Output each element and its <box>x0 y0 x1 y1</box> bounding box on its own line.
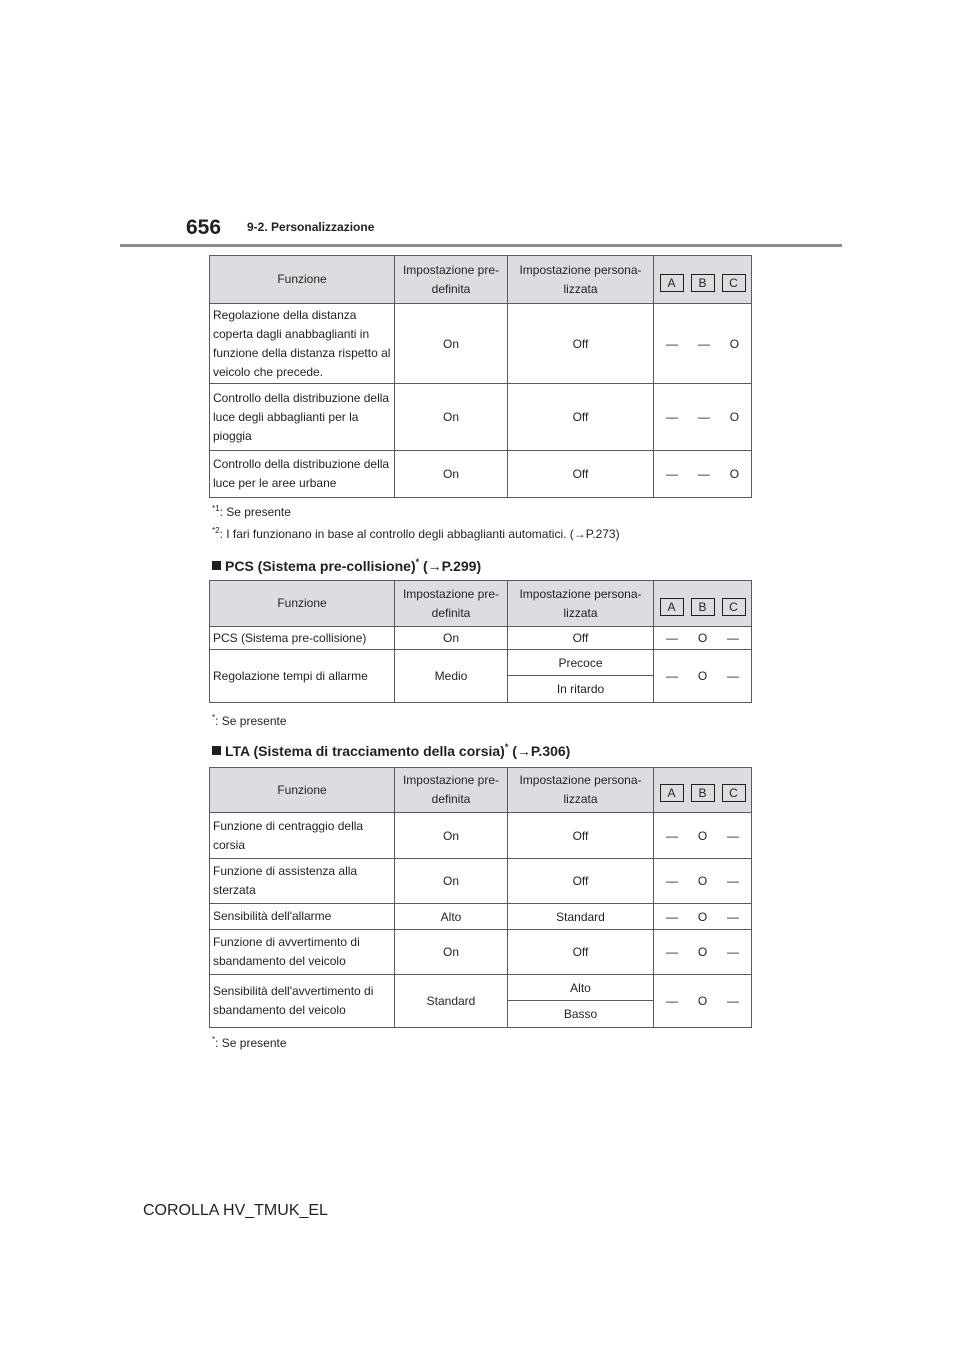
footnote-mark: * <box>212 1035 216 1044</box>
col-header-default: Impostazione pre-definita <box>395 768 508 813</box>
row-custom-option: Precoce <box>508 650 654 676</box>
row-default: On <box>395 451 508 498</box>
table-row <box>210 904 752 930</box>
col-header-c: C <box>722 784 746 802</box>
lights-settings-table <box>209 255 752 498</box>
col-header-default: Impostazione pre-definita <box>395 581 508 627</box>
col-header-b: B <box>691 274 715 292</box>
row-a: — <box>665 410 678 424</box>
row-custom: Off <box>508 304 654 384</box>
row-c: — <box>727 945 740 959</box>
row-b: — <box>697 467 710 481</box>
row-c: — <box>727 669 740 683</box>
row-custom: Off <box>508 813 654 859</box>
footnote-2 <box>212 526 620 541</box>
footnote-text: : Se presente <box>215 1036 287 1050</box>
pcs-settings-table <box>209 580 752 703</box>
row-abc <box>654 304 752 384</box>
row-a: — <box>665 631 678 645</box>
footnote-mark: *2 <box>212 526 220 535</box>
row-function: PCS (Sistema pre-collisione) <box>210 627 395 650</box>
row-b: O <box>697 828 708 843</box>
row-custom: Off <box>508 384 654 451</box>
col-header-custom: Impostazione persona-lizzata <box>508 256 654 304</box>
col-header-a: A <box>660 274 684 292</box>
pcs-heading <box>212 557 481 574</box>
table-header-row <box>210 581 752 627</box>
row-b: O <box>697 669 708 683</box>
col-header-b: B <box>691 598 715 616</box>
row-custom-option: In ritardo <box>508 676 654 703</box>
col-header-custom: Impostazione persona-lizzata <box>508 581 654 627</box>
col-header-b: B <box>691 784 715 802</box>
table-row <box>210 650 752 676</box>
lta-heading <box>212 742 570 759</box>
footnote-mark: * <box>212 713 216 722</box>
row-b: O <box>697 631 708 645</box>
row-custom: Off <box>508 451 654 498</box>
pcs-heading-text: PCS (Sistema pre-collisione) <box>225 558 416 574</box>
row-default: On <box>395 813 508 859</box>
row-custom: Standard <box>508 904 654 930</box>
row-a: — <box>665 945 678 959</box>
row-function: Controllo della distribuzione della luce per le aree urbane <box>210 451 395 498</box>
row-c: — <box>727 828 740 843</box>
table-row <box>210 627 752 650</box>
col-header-abc <box>654 581 752 627</box>
row-a: — <box>665 336 678 351</box>
row-default: On <box>395 930 508 975</box>
row-a: — <box>665 828 678 843</box>
pcs-heading-ref: (→P.299) <box>419 558 482 574</box>
table-header-row <box>210 768 752 813</box>
row-function: Sensibilità dell'avvertimento di sbandamento del veicolo <box>210 975 395 1028</box>
row-b: O <box>697 994 708 1008</box>
table-row <box>210 451 752 498</box>
col-header-a: A <box>660 784 684 802</box>
col-header-custom: Impostazione persona-lizzata <box>508 768 654 813</box>
row-abc <box>654 975 752 1028</box>
col-header-c: C <box>722 598 746 616</box>
footer-model: COROLLA HV_TMUK_EL <box>143 1202 328 1219</box>
col-header-funzione: Funzione <box>210 768 395 813</box>
row-abc <box>654 627 752 650</box>
square-bullet-icon <box>212 561 221 570</box>
row-custom: Off <box>508 627 654 650</box>
row-function: Sensibilità dell'allarme <box>210 904 395 930</box>
col-header-funzione: Funzione <box>210 256 395 304</box>
row-abc <box>654 904 752 930</box>
row-function: Funzione di centraggio della corsia <box>210 813 395 859</box>
square-bullet-icon <box>212 746 221 755</box>
row-b: — <box>697 410 710 424</box>
row-c: O <box>729 410 740 424</box>
row-b: O <box>697 874 708 888</box>
footnote-text: : Se presente <box>215 714 287 728</box>
row-default: On <box>395 859 508 904</box>
lta-heading-star: * <box>504 742 509 752</box>
table-row <box>210 813 752 859</box>
row-a: — <box>665 467 678 481</box>
row-custom: Off <box>508 859 654 904</box>
row-c: — <box>727 994 740 1008</box>
row-function: Regolazione tempi di allarme <box>210 650 395 703</box>
row-b: O <box>697 945 708 959</box>
footnote-text: : I fari funzionano in base al controllo degli abbaglianti automatici. (→P.273) <box>219 527 620 541</box>
col-header-funzione: Funzione <box>210 581 395 627</box>
row-abc <box>654 859 752 904</box>
row-custom-option: Alto <box>508 975 654 1001</box>
row-abc <box>654 650 752 703</box>
table-row <box>210 384 752 451</box>
row-abc <box>654 451 752 498</box>
row-function: Controllo della distribuzione della luce degli abbaglianti per la pioggia <box>210 384 395 451</box>
row-function: Regolazione della distanza coperta dagli anabbaglianti in funzione della distanza rispetto al veicolo che precede. <box>210 304 395 384</box>
row-c: — <box>727 874 740 888</box>
col-header-default: Impostazione pre-definita <box>395 256 508 304</box>
row-a: — <box>665 994 678 1008</box>
header-divider <box>120 244 842 247</box>
lta-settings-table <box>209 767 752 1028</box>
row-b: — <box>697 336 710 351</box>
row-default: On <box>395 627 508 650</box>
page-number: 656 <box>186 216 222 239</box>
lta-footnote <box>212 1035 287 1050</box>
section-title: 9-2. Personalizzazione <box>247 220 375 234</box>
col-header-c: C <box>722 274 746 292</box>
row-a: — <box>665 669 678 683</box>
row-a: — <box>665 874 678 888</box>
row-default: Standard <box>395 975 508 1028</box>
col-header-abc <box>654 768 752 813</box>
row-abc <box>654 813 752 859</box>
footnote-1 <box>212 504 291 519</box>
row-custom: Off <box>508 930 654 975</box>
row-abc <box>654 930 752 975</box>
table-header-row <box>210 256 752 304</box>
table-row <box>210 975 752 1001</box>
row-function: Funzione di assistenza alla sterzata <box>210 859 395 904</box>
row-default: On <box>395 384 508 451</box>
table-row <box>210 859 752 904</box>
row-default: Medio <box>395 650 508 703</box>
footnote-mark: *1 <box>212 504 220 513</box>
row-c: — <box>727 631 740 645</box>
col-header-abc <box>654 256 752 304</box>
row-c: — <box>727 909 740 924</box>
col-header-a: A <box>660 598 684 616</box>
row-c: O <box>729 467 740 481</box>
row-function: Funzione di avvertimento di sbandamento del veicolo <box>210 930 395 975</box>
lta-heading-ref: (→P.306) <box>508 743 571 759</box>
row-default: Alto <box>395 904 508 930</box>
row-abc <box>654 384 752 451</box>
row-custom-option: Basso <box>508 1001 654 1028</box>
row-c: O <box>729 336 740 351</box>
pcs-heading-star: * <box>415 557 420 567</box>
pcs-footnote <box>212 713 287 728</box>
table-row <box>210 304 752 384</box>
table-row <box>210 930 752 975</box>
footnote-text: : Se presente <box>219 505 291 519</box>
row-default: On <box>395 304 508 384</box>
row-b: O <box>697 909 708 924</box>
row-a: — <box>665 909 678 924</box>
lta-heading-text: LTA (Sistema di tracciamento della corsia) <box>225 743 505 759</box>
